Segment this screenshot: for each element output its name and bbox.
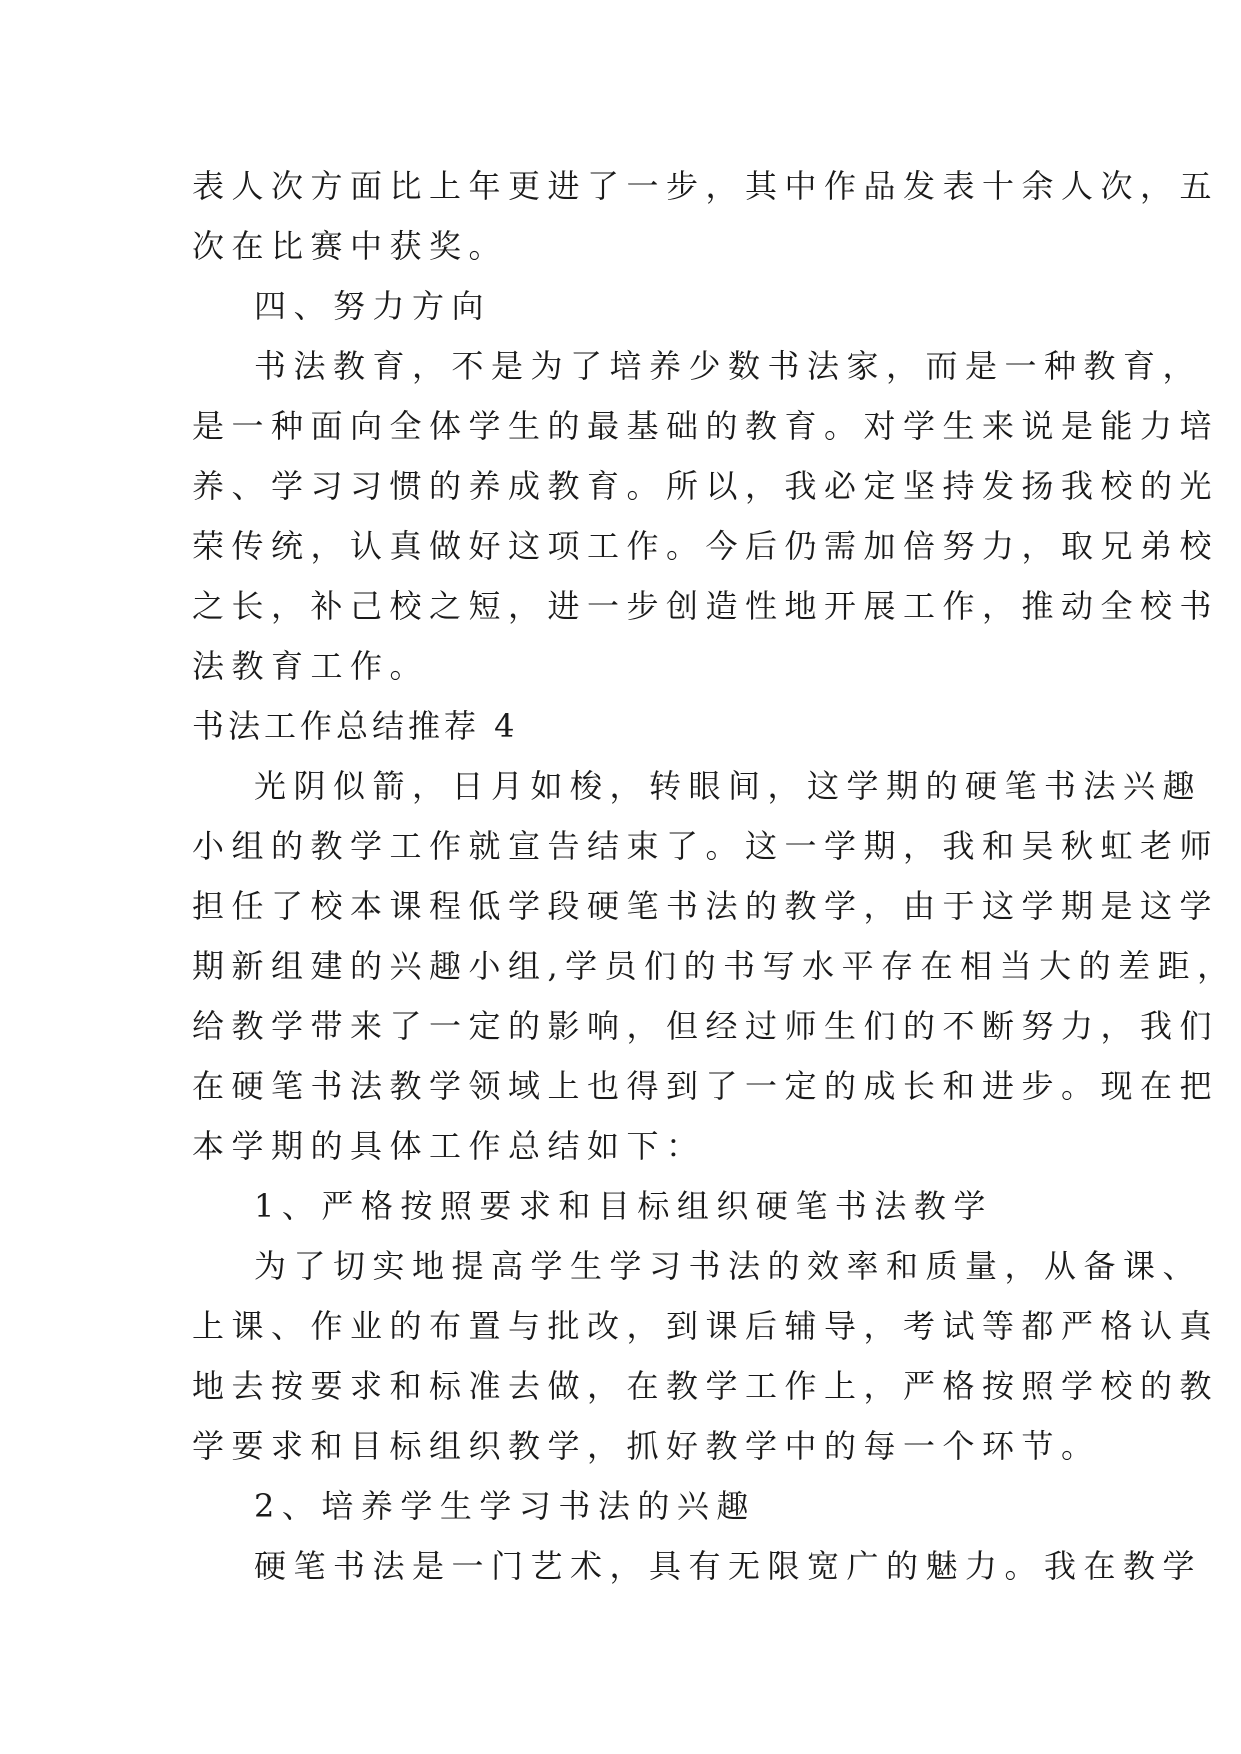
text-line: 上课、作业的布置与批改，到课后辅导，考试等都严格认真 [192,1307,1220,1345]
text-line: 之长，补己校之短，进一步创造性地开展工作，推动全校书 [192,587,1220,625]
text-line: 书法教育，不是为了培养少数书法家，而是一种教育， [254,347,1203,385]
section-heading: 2、培养学生学习书法的兴趣 [254,1487,756,1525]
text-line: 担任了校本课程低学段硬笔书法的教学，由于这学期是这学 [192,887,1220,925]
text-line: 期新组建的兴趣小组,学员们的书写水平存在相当大的差距， [192,947,1237,985]
section-heading: 四、努力方向 [254,287,492,325]
section-heading: 1、严格按照要求和目标组织硬笔书法教学 [254,1187,993,1225]
text-line: 硬笔书法是一门艺术，具有无限宽广的魅力。我在教学 [254,1547,1203,1585]
text-line: 光阴似箭，日月如梭，转眼间，这学期的硬笔书法兴趣 [254,767,1203,805]
text-line: 是一种面向全体学生的最基础的教育。对学生来说是能力培 [192,407,1220,445]
text-line: 法教育工作。 [192,647,430,685]
text-line: 荣传统，认真做好这项工作。今后仍需加倍努力，取兄弟校 [192,527,1220,565]
text-line: 本学期的具体工作总结如下： [192,1127,706,1165]
text-line: 给教学带来了一定的影响，但经过师生们的不断努力，我们 [192,1007,1220,1045]
document-title: 书法工作总结推荐 4 [192,707,519,745]
text-line: 次在比赛中获奖。 [192,227,509,265]
text-line: 为了切实地提高学生学习书法的效率和质量，从备课、 [254,1247,1203,1285]
text-line: 养、学习习惯的养成教育。所以，我必定坚持发扬我校的光 [192,467,1220,505]
text-line: 学要求和目标组织教学，抓好教学中的每一个环节。 [192,1427,1101,1465]
text-line: 小组的教学工作就宣告结束了。这一学期，我和吴秋虹老师 [192,827,1220,865]
text-line: 表人次方面比上年更进了一步，其中作品发表十余人次，五 [192,167,1220,205]
text-line: 地去按要求和标准去做，在教学工作上，严格按照学校的教 [192,1367,1220,1405]
text-line: 在硬笔书法教学领域上也得到了一定的成长和进步。现在把 [192,1067,1220,1105]
